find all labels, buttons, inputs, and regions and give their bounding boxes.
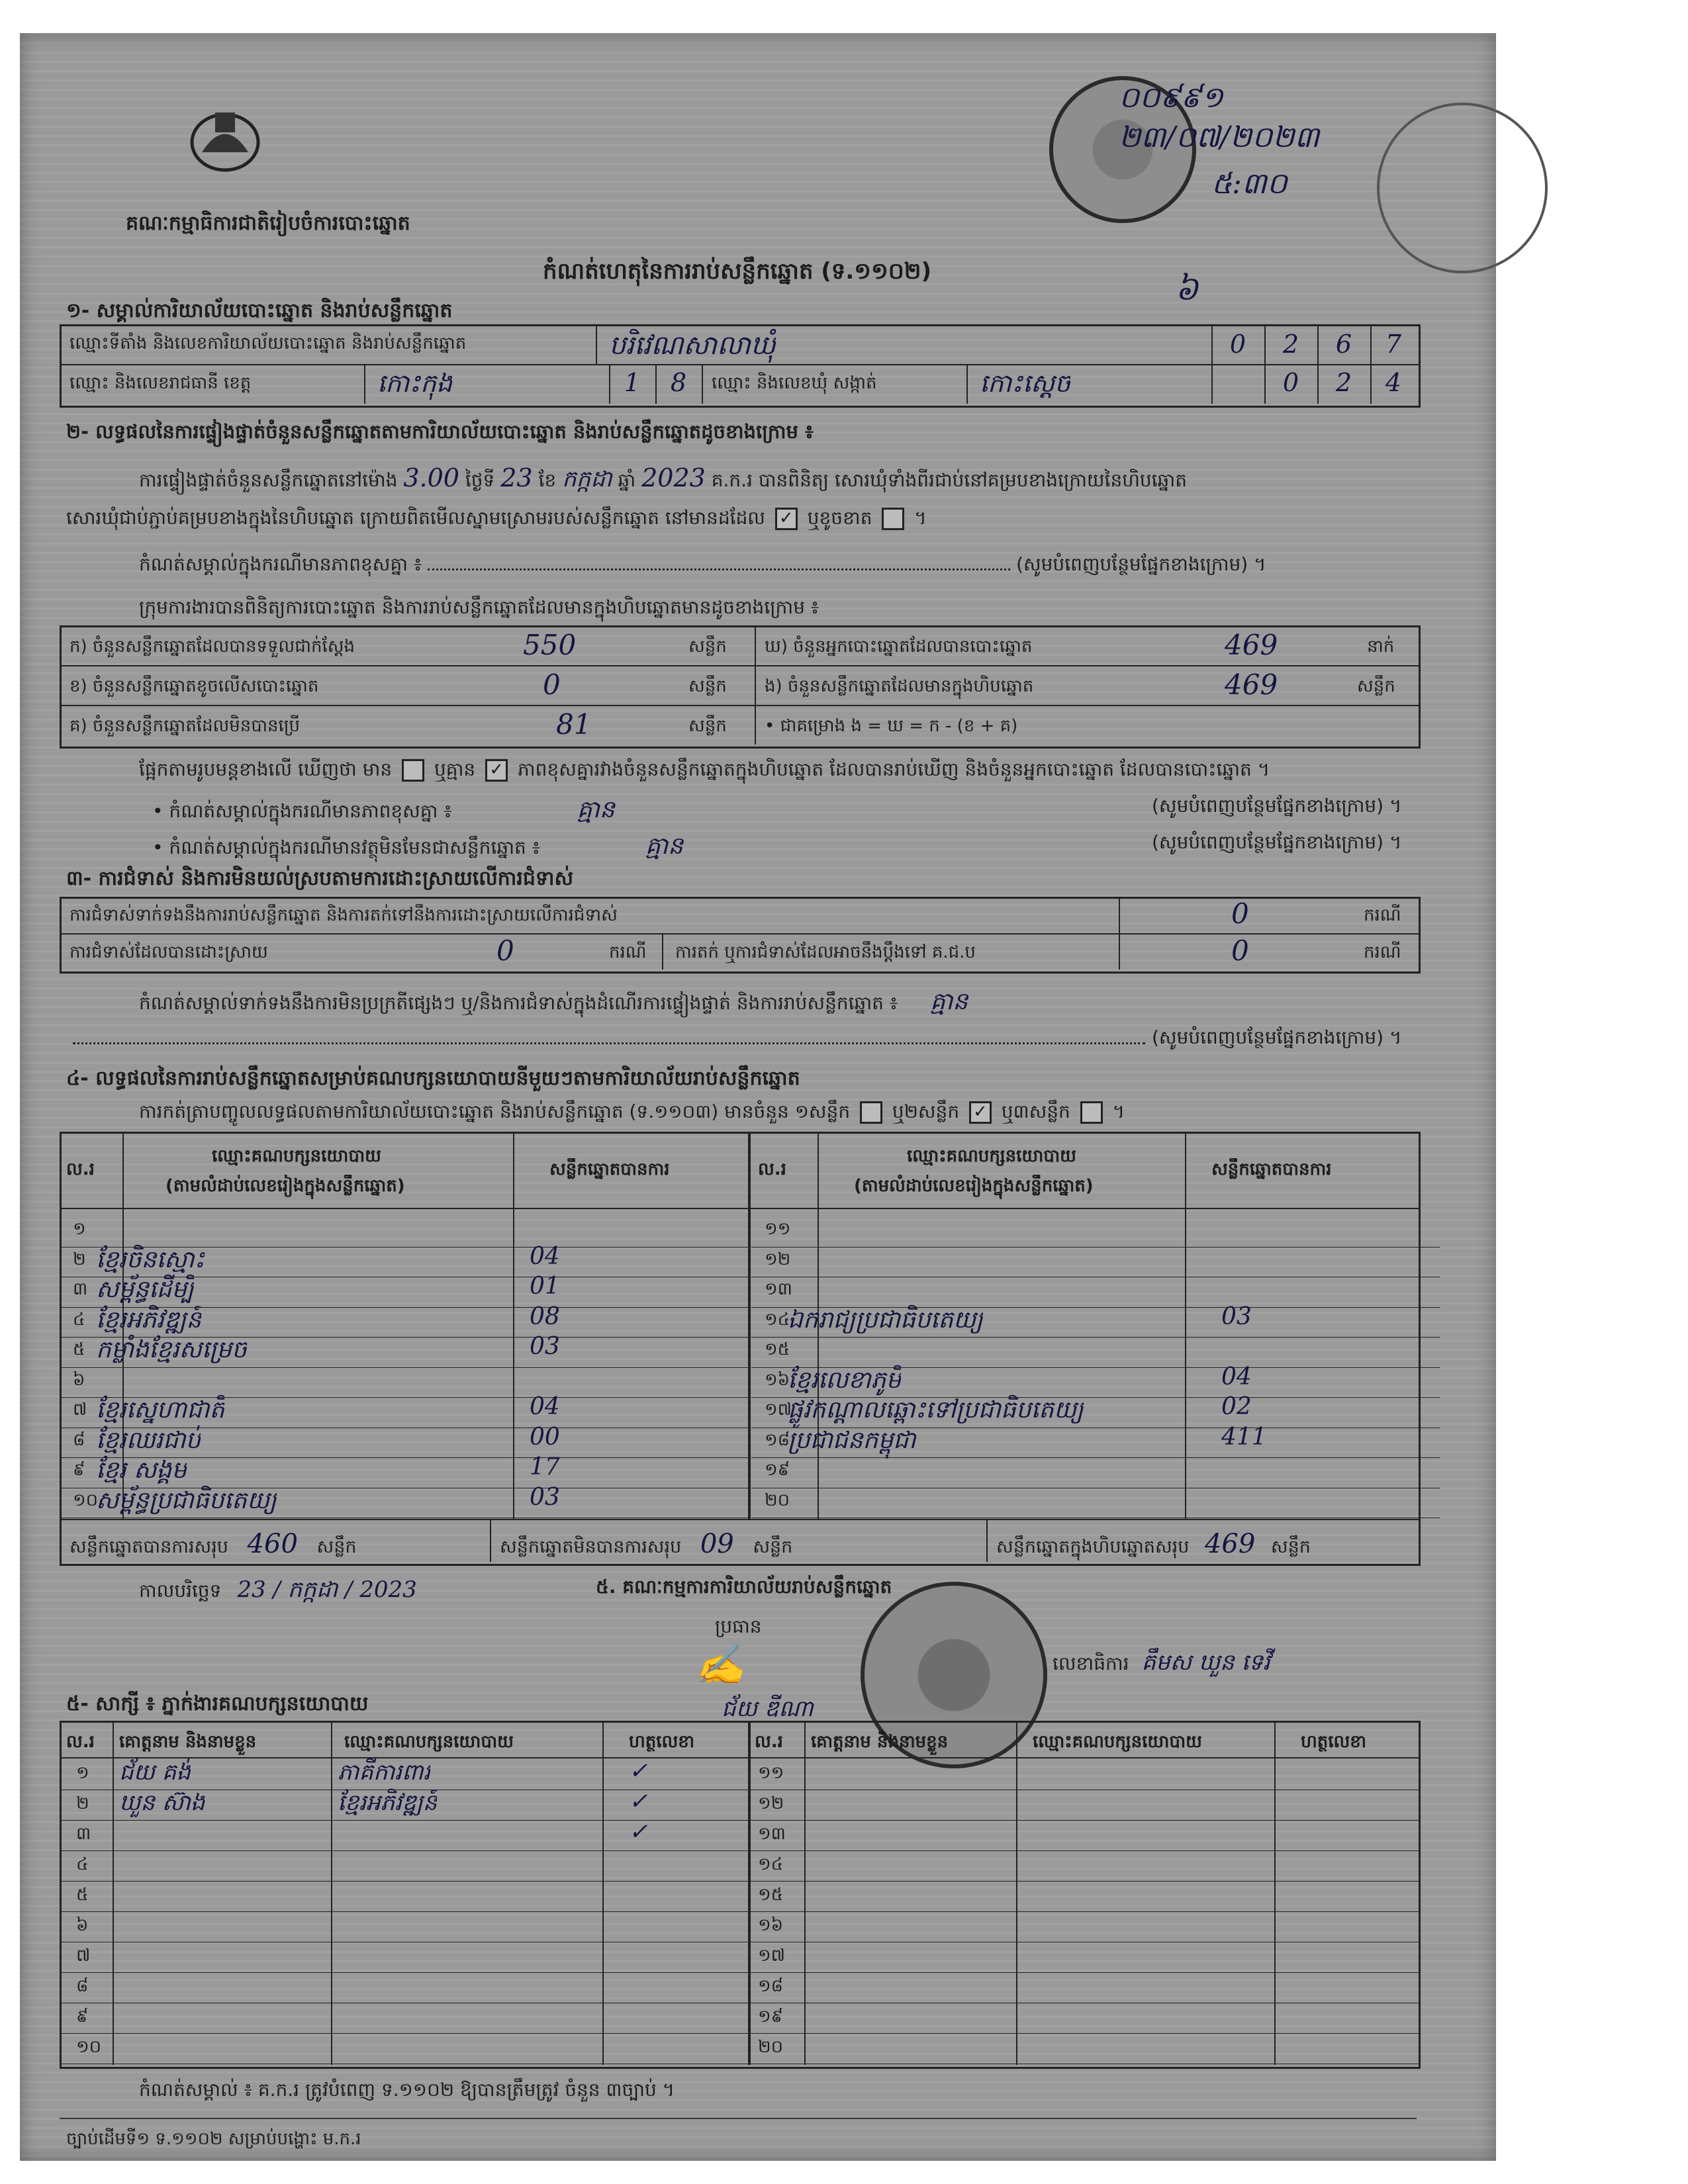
section5-heading: ៥- សាក្សី ៖ ភ្នាក់ងារគណបក្សនយោបាយ: [66, 1692, 369, 1715]
count-formula: • ជាគម្រោង ង = ឃ = ក - (ខ + គ): [765, 716, 1018, 736]
signing-date: កាលបរិច្ឆេទ 23 / កក្កដា / 2023: [139, 1576, 417, 1603]
difference-check-line: ផ្អែកតាមរូបមន្តខាងលើ ឃើញថា មាន ឬគ្មាន ✓ ភាពខុសគ្នារវាងចំនួនសន្លឹកឆ្នោតក្នុងហិបឆ្នោត ដែលបានរាប់ឃើញ និងចំនួនអ្នកបោះឆ្នោត ដែលបានបោះឆ្នោត ។: [139, 758, 1270, 785]
witness-row-name: ឃួន ស៊ាង: [119, 1790, 205, 1816]
sum-total: សន្លឹកឆ្នោតក្នុងហិបឆ្នោតសរុប 469 សន្លឹក: [996, 1529, 1311, 1559]
difference-no-checkbox[interactable]: [485, 759, 508, 782]
witness-row-number: ១៨: [758, 1976, 784, 1996]
count-row-e-value: 469: [1225, 668, 1278, 701]
results-row-number: ១០: [73, 1490, 99, 1510]
witness-row-number: ៧: [76, 1946, 91, 1966]
results-row-number: ១១: [765, 1219, 791, 1239]
verify-day: 23: [500, 463, 533, 492]
results-row-number: ៧: [73, 1400, 87, 1420]
witness-row-number: ១៩: [758, 2007, 784, 2026]
results-row-number: ១៦: [765, 1369, 790, 1390]
results-row-number: ១២: [765, 1249, 791, 1269]
complaints-note-hint: (សូមបំពេញបន្ថែមផ្នែកខាងក្រោម) ។: [1152, 1026, 1402, 1048]
corner-mark: ៦: [1175, 269, 1199, 308]
results-row-number: ៣: [73, 1279, 88, 1299]
bullet-foreign-objects: • កំណត់សម្គាល់ក្នុងករណីមានវត្ថុមិនមែនជាសន្លឹកឆ្នោត ៖ គ្មាន: [152, 833, 684, 860]
results-row-votes: 08: [530, 1302, 560, 1330]
intact-checkbox[interactable]: [775, 508, 798, 530]
province-label: ឈ្មោះ និងលេខរាជធានី ខេត្ត: [70, 373, 252, 393]
results-col-party-sub-left: (តាមលំដាប់លេខរៀងក្នុងសន្លឹកឆ្នោត): [165, 1176, 405, 1196]
form-title: កំណត់ហេតុនៃការរាប់សន្លឹកឆ្នោត (ទ.១១០២): [543, 258, 932, 285]
results-row-party: សម្ព័ន្ធប្រជាធិបតេយ្យ: [96, 1486, 277, 1514]
results-row-party: ខ្មែរឈរជាប់: [96, 1426, 201, 1454]
results-row-votes: 411: [1221, 1423, 1267, 1451]
results-row-number: ៩: [73, 1460, 85, 1480]
witness-row-number: ១: [76, 1763, 89, 1783]
signing-date-value: 23 / កក្កដា / 2023: [237, 1576, 417, 1603]
nec-emblem-icon: [185, 103, 265, 175]
count-row-d-unit: នាក់: [1367, 637, 1395, 657]
results-row-number: ៨: [73, 1430, 85, 1450]
form-code: ច្បាប់ដើមទី១ ទ.១១០២ សម្រាប់បង្ហោះ ម.ក.រ: [66, 2129, 361, 2149]
complaints-row1-label: ការជំទាស់ទាក់ទងនឹងការរាប់សន្លឹកឆ្នោត និងការតក់ទៅនឹងការដោះស្រាយលើការជំទាស់: [70, 905, 618, 925]
bullet-difference-hint: (សូមបំពេញបន្ថែមផ្នែកខាងក្រោម) ។: [1152, 795, 1402, 817]
section4-heading: ៤- លទ្ធផលនៃការរាប់សន្លឹកឆ្នោតសម្រាប់គណបក្សនយោបាយនីមួយៗតាមការិយាល័យរាប់សន្លឹកឆ្នោត: [66, 1067, 800, 1090]
results-row-party: ខ្មែរស្នេហាជាតិ: [96, 1396, 225, 1424]
witness-row-signature: ✓: [629, 1819, 648, 1845]
station-value: បរិវេណសាលាឃុំ: [609, 330, 776, 361]
results-row-number: ១៥: [765, 1340, 790, 1359]
section2-heading: ២- លទ្ធផលនៃការផ្ទៀងផ្ទាត់ចំនួនសន្លឹកឆ្នោតតាមការិយាល័យបោះឆ្នោត និងរាប់សន្លឹកឆ្នោតដូចខាងក្រោម ៖: [66, 420, 814, 443]
witness-col-sign-right: ហត្ថលេខា: [1301, 1732, 1367, 1752]
witness-row-number: ១៧: [758, 1946, 786, 1966]
province-code-digit-2: 8: [670, 368, 687, 397]
bullet-foreign-objects-hint: (សូមបំពេញបន្ថែមផ្នែកខាងក្រោម) ។: [1152, 831, 1402, 853]
witness-row-signature: ✓: [629, 1758, 648, 1784]
complaints-note: កំណត់សម្គាល់ទាក់ទងនឹងការមិនប្រក្រតីផ្សេងៗ ឬ/និងការជំទាស់ក្នុងដំណើរការផ្ទៀងផ្ទាត់ និងការរាប់សន្លឹកឆ្នោត ៖ គ្មាន: [139, 988, 968, 1015]
two-sheets-checkbox[interactable]: [969, 1101, 992, 1124]
results-col-no-right: ល.រ: [758, 1160, 786, 1179]
results-row-votes: 02: [1221, 1393, 1252, 1420]
results-row-party: ខ្មែរលេខាភូមិ: [788, 1366, 902, 1394]
results-row-party: ខ្មែរអភិវឌ្ឍន៍: [96, 1306, 202, 1334]
footnote: កំណត់សម្គាល់ ៖ គ.ក.រ ត្រូវបំពេញ ទ.១១០២ ឱ្យបានត្រឹមត្រូវ ចំនួន ៣ច្បាប់ ។: [139, 2079, 675, 2101]
section1-heading: ១- សម្គាល់ការិយាល័យបោះឆ្នោត និងរាប់សន្លឹកឆ្នោត: [66, 299, 453, 322]
count-row-b-label: ខ) ចំនួនសន្លឹកឆ្នោតខូចលើសបោះឆ្នោត: [70, 676, 319, 696]
witness-col-name-right: គោត្តនាម និងនាមខ្លួន: [811, 1732, 949, 1752]
results-row-votes: 03: [1221, 1302, 1252, 1330]
results-col-party-right: ឈ្មោះគណបក្សនយោបាយ: [907, 1146, 1076, 1166]
results-row-number: ១៣: [765, 1279, 792, 1299]
witness-col-party-right: ឈ្មោះគណបក្សនយោបាយ: [1033, 1732, 1202, 1752]
witness-col-sign-left: ហត្ថលេខា: [629, 1732, 695, 1752]
witness-col-no-left: ល.រ: [66, 1732, 95, 1752]
results-row-divider: [751, 1247, 1440, 1248]
receipt-seal-stamp: [1377, 103, 1548, 273]
results-row-votes: 03: [530, 1333, 560, 1360]
complaints-row2-unit: ករណី: [609, 942, 647, 962]
complaints-row1-value: 0: [1231, 897, 1249, 930]
complaints-row2b-value: 0: [1231, 934, 1249, 967]
results-row-votes: 04: [530, 1242, 560, 1270]
witness-row-divider: [60, 1881, 1420, 1882]
results-row-party: ផ្លូវកណ្តាលឆ្ពោះទៅប្រជាធិបតេយ្យ: [788, 1396, 1084, 1424]
results-row-divider: [60, 1367, 748, 1368]
org-name: គណៈកម្មាធិការជាតិរៀបចំការបោះឆ្នោត: [126, 212, 410, 235]
witness-row-number: ១៣: [758, 1824, 786, 1844]
stamp-handwriting-time: ៥:៣០: [1211, 167, 1288, 201]
witness-row-number: ៣: [76, 1824, 91, 1844]
witness-row-number: ៤: [76, 1854, 89, 1874]
bullet-foreign-objects-value: គ្មាន: [645, 833, 684, 860]
station-code-digit-3: 6: [1335, 330, 1352, 359]
count-row-a-value: 550: [523, 629, 577, 661]
witness-row-name: ជ័យ គង់: [119, 1759, 191, 1786]
count-row-c-value: 81: [556, 708, 592, 741]
bullet-difference: • កំណត់សម្គាល់ក្នុងករណីមានភាពខុសគ្នា ៖ គ្មាន: [152, 796, 615, 823]
scanned-form-page: [20, 33, 1496, 2161]
secretary-name: គឹមស ឃួន ទេវី: [1141, 1649, 1270, 1676]
results-row-number: ២០: [765, 1490, 790, 1510]
witness-row-number: ១២: [758, 1794, 784, 1813]
results-col-party-left: ឈ្មោះគណបក្សនយោបាយ: [212, 1146, 381, 1166]
chair-label: ប្រធាន: [715, 1615, 762, 1637]
witness-row-number: ៥: [76, 1885, 89, 1905]
witness-row-divider: [60, 1911, 1420, 1912]
chair-signature: ✍: [695, 1642, 745, 1688]
witness-col-no-right: ល.រ: [755, 1732, 783, 1752]
verify-line-2: សោរឃុំជាប់ភ្ជាប់គម្របខាងក្នុងនៃហិបឆ្នោត ក្រោយពិតមើលស្នាមស្រោមរបស់សន្លឹកឆ្នោត នៅមានដដែល ✓ ឬខូចខាត ។: [66, 506, 927, 533]
commune-code-digit-3: 4: [1385, 368, 1402, 397]
sum-invalid: សន្លឹកឆ្នោតមិនបានការសរុប 09 សន្លឹក: [500, 1529, 793, 1559]
witness-table: [60, 1721, 1421, 2069]
witness-row-number: ១៥: [758, 1885, 784, 1905]
complaints-row1-unit: ករណី: [1364, 905, 1401, 925]
results-row-votes: 01: [530, 1273, 560, 1300]
results-row-party: ខ្មែរចិនស្មោះ: [96, 1246, 205, 1273]
section3-heading: ៣- ការជំទាស់ និងការមិនយល់ស្របតាមការដោះស្រាយលើការជំទាស់: [66, 867, 574, 890]
station-code-digit-4: 7: [1385, 330, 1402, 359]
damaged-checkbox[interactable]: [882, 508, 904, 530]
witness-row-number: ៩: [76, 2007, 89, 2026]
three-sheets-checkbox[interactable]: [1080, 1101, 1103, 1124]
count-row-a-unit: សន្លឹក: [688, 637, 727, 657]
station-label: ឈ្មោះទីតាំង និងលេខការិយាល័យបោះឆ្នោត និងរាប់សន្លឹកឆ្នោត: [70, 334, 467, 353]
witness-row-number: ១៤: [758, 1854, 784, 1874]
secretary-line: លេខាធិការ គឹមស ឃួន ទេវី: [1053, 1649, 1270, 1676]
stamp-handwriting-date: ២៣/០៧/២០២៣: [1119, 120, 1320, 154]
witness-row-divider: [60, 1972, 1420, 1973]
bullet-difference-value: គ្មាន: [577, 796, 615, 823]
results-row-votes: 03: [530, 1483, 560, 1511]
results-row-votes: 00: [530, 1423, 560, 1451]
count-row-e-unit: សន្លឹក: [1357, 676, 1395, 696]
results-col-party-sub-right: (តាមលំដាប់លេខរៀងក្នុងសន្លឹកឆ្នោត): [854, 1176, 1094, 1196]
results-row-number: ១៩: [765, 1460, 790, 1480]
verify-year: 2023: [641, 463, 706, 492]
results-row-party: សម្ព័ន្ធដើម្បី: [96, 1276, 194, 1303]
results-row-number: ១៨: [765, 1430, 790, 1450]
witness-row-number: ៦: [76, 1915, 89, 1935]
verify-line-1: ការផ្ទៀងផ្ទាត់ចំនួនសន្លឹកឆ្នោតនៅម៉ោង 3.00 ថ្ងៃទី 23 ខែ កក្កដា ឆ្នាំ 2023 គ.ក.រ បានពិនិត្យ សោរឃុំទាំងពីរជាប់នៅគម្របខាងក្រោយនៃហិបឆ្នោត: [139, 463, 1187, 492]
sum-valid: សន្លឹកឆ្នោតបានការសរុប 460 សន្លឹក: [70, 1529, 357, 1559]
station-code-digit-2: 2: [1282, 330, 1299, 359]
complaints-note-value: គ្មាន: [930, 988, 968, 1015]
count-intro: ក្រុមការងារបានពិនិត្យការបោះឆ្នោត និងការរាប់សន្លឹកឆ្នោតដែលមានក្នុងហិបឆ្នោតមានដូចខាងក្រោម ៖: [139, 596, 820, 618]
witness-row-party: ខ្មែរអភិវឌ្ឍន៍: [338, 1790, 438, 1816]
results-row-number: ១៤: [765, 1309, 790, 1330]
stamp-handwriting-number: ០០៩៩១: [1119, 81, 1223, 114]
commune-code-digit-1: 0: [1282, 368, 1299, 397]
commune-label: ឈ្មោះ និងលេខឃុំ សង្កាត់: [712, 373, 877, 393]
committee-title: ៥. គណៈកម្មការការិយាល័យរាប់សន្លឹកឆ្នោត: [596, 1576, 892, 1598]
results-row-number: ២: [73, 1249, 86, 1269]
results-row-number: ១: [73, 1219, 86, 1239]
complaints-row2b-unit: ករណី: [1364, 942, 1401, 962]
witness-row-number: ២: [76, 1794, 89, 1813]
results-row-number: ១៧: [765, 1400, 792, 1420]
chair-name: ជ័យ ឌីណា: [722, 1696, 814, 1722]
results-row-party: កម្លាំងខ្មែរសម្រេច: [96, 1336, 247, 1363]
station-code-digit-1: 0: [1229, 330, 1246, 359]
witness-col-party-left: ឈ្មោះគណបក្សនយោបាយ: [344, 1732, 514, 1752]
province-code-digit-1: 1: [624, 368, 641, 397]
results-col-votes-left: សន្លឹកឆ្នោតបានការ: [549, 1160, 670, 1179]
count-row-c-label: គ) ចំនួនសន្លឹកឆ្នោតដែលមិនបានប្រើ: [70, 716, 300, 736]
sum-valid-value: 460: [247, 1529, 298, 1559]
commune-value: កោះស្តេច: [980, 369, 1071, 398]
count-row-c-unit: សន្លឹក: [688, 716, 727, 736]
witness-row-divider: [60, 1820, 1420, 1821]
results-row-votes: 04: [1221, 1363, 1252, 1390]
commune-code-digit-2: 2: [1335, 368, 1352, 397]
results-sheet-count-line: ការកត់ត្រាបញ្ចូលលទ្ធផលតាមការិយាល័យបោះឆ្នោត និងរាប់សន្លឹកឆ្នោត (ទ.១១០៣) មានចំនួន ១សន្លឹក ឬ២សន្លឹក ✓ ឬ៣សន្លឹក ។: [139, 1100, 1125, 1127]
witness-col-name-left: គោត្តនាម និងនាមខ្លួន: [119, 1732, 257, 1752]
results-row-votes: 17: [530, 1453, 560, 1480]
verify-month: កក្កដា: [562, 466, 612, 492]
results-row-party: ឯករាជ្យប្រជាធិបតេយ្យ: [788, 1306, 983, 1334]
count-row-d-label: ឃ) ចំនួនអ្នកបោះឆ្នោតដែលបានបោះឆ្នោត: [765, 637, 1033, 657]
complaints-row2-label: ការជំទាស់ដែលបានដោះស្រាយ: [70, 942, 268, 962]
witness-row-number: ១០: [76, 2037, 102, 2057]
one-sheet-checkbox[interactable]: [860, 1101, 882, 1124]
count-row-a-label: ក) ចំនួនសន្លឹកឆ្នោតដែលបានទទួលជាក់ស្តែង: [70, 637, 355, 657]
sum-invalid-value: 09: [700, 1529, 734, 1559]
results-row-votes: 04: [530, 1393, 560, 1420]
results-row-divider: [751, 1457, 1440, 1458]
verify-time: 3.00: [403, 463, 459, 492]
difference-yes-checkbox[interactable]: [402, 759, 424, 782]
count-row-b-value: 0: [543, 668, 561, 701]
results-row-party: ប្រជាជនកម្ពុជា: [788, 1426, 916, 1454]
count-row-b-unit: សន្លឹក: [688, 676, 727, 696]
witness-row-party: ភាគីការពារ: [338, 1759, 431, 1786]
witness-row-number: ២០: [758, 2037, 784, 2057]
results-row-number: ៤: [73, 1309, 85, 1330]
count-row-e-label: ង) ចំនួនសន្លឹកឆ្នោតដែលមានក្នុងហិបឆ្នោត: [765, 676, 1034, 696]
witness-row-number: ១៦: [758, 1915, 784, 1935]
province-value: កោះកុង: [377, 369, 453, 398]
sum-total-value: 469: [1204, 1529, 1256, 1559]
complaints-row2-value: 0: [496, 934, 514, 967]
witness-row-divider: [60, 2033, 1420, 2034]
results-row-party: ខ្មែរ សង្គម: [96, 1457, 187, 1484]
results-row-number: ៥: [73, 1340, 85, 1359]
witness-row-divider: [60, 1850, 1420, 1851]
witness-row-signature: ✓: [629, 1788, 648, 1815]
witness-row-number: ១១: [758, 1763, 784, 1783]
witness-row-number: ៨: [76, 1976, 89, 1996]
results-col-votes-right: សន្លឹកឆ្នោតបានការ: [1211, 1160, 1332, 1179]
results-row-divider: [751, 1337, 1440, 1338]
count-row-d-value: 469: [1225, 629, 1278, 661]
results-col-no-left: ល.រ: [66, 1160, 95, 1179]
complaints-row2b-label: ការតក់ ឬការជំទាស់ដែលអាចនឹងប្តឹងទៅ គ.ជ.ប: [675, 942, 976, 962]
difference-note-line: កំណត់សម្គាល់ក្នុងករណីមានភាពខុសគ្នា ៖ (សូមបំពេញបន្ថែមផ្នែកខាងក្រោម) ។: [139, 553, 1266, 575]
results-row-number: ៦: [73, 1369, 85, 1390]
